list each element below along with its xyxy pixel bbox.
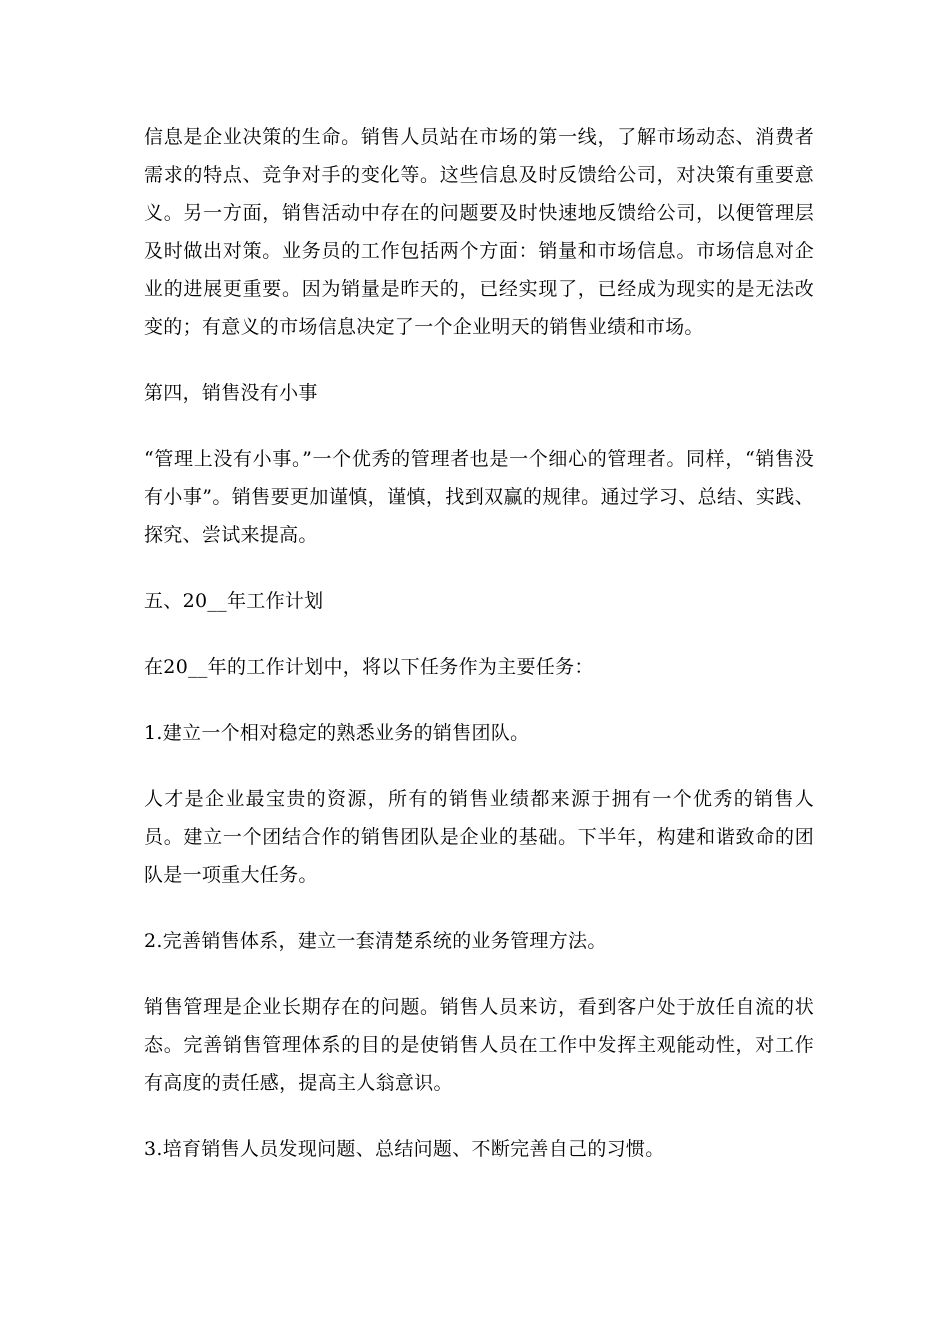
list-item-habits: 3.培育销售人员发现问题、总结问题、不断完善自己的习惯。 — [144, 1138, 665, 1160]
list-item-sales-system: 2.完善销售体系，建立一套清楚系统的业务管理方法。 — [144, 930, 607, 952]
paragraph-talent: 人才是企业最宝贵的资源，所有的销售业绩都来源于拥有一个优秀的销售人员。建立一个团结合作的销售团队是企业的基础。下半年，构建和谐致命的团队是一项重大任务。 — [144, 788, 814, 886]
paragraph-plan-intro: 在20__年的工作计划中，将以下任务作为主要任务： — [144, 656, 594, 678]
heading-no-small-matters: 第四，销售没有小事 — [144, 382, 318, 404]
document-body — [144, 118, 814, 1196]
list-item-sales-team: 1.建立一个相对稳定的熟悉业务的销售团队。 — [144, 722, 530, 744]
heading-work-plan: 五、20__年工作计划 — [144, 590, 324, 612]
paragraph-management-details: “管理上没有小事。”一个优秀的管理者也是一个细心的管理者。同样，“销售没有小事”。销售要更加谨慎，谨慎，找到双赢的规律。通过学习、总结、实践、探究、尝试来提高。 — [144, 448, 814, 546]
paragraph-market-information: 信息是企业决策的生命。销售人员站在市场的第一线，了解市场动态、消费者需求的特点、竞争对手的变化等。这些信息及时反馈给公司，对决策有重要意义。另一方面，销售活动中存在的问题要及时快速地反馈给公司，以便管理层及时做出对策。业务员的工作包括两个方面：销量和市场信息。市场信息对企业的进展更重要。因为销量是昨天的，已经实现了，已经成为现实的是无法改变的；有意义的市场信息决定了一个企业明天的销售业绩和市场。 — [144, 126, 814, 338]
paragraph-sales-management: 销售管理是企业长期存在的问题。销售人员来访，看到客户处于放任自流的状态。完善销售管理体系的目的是使销售人员在工作中发挥主观能动性，对工作有高度的责任感，提高主人翁意识。 — [144, 996, 814, 1094]
